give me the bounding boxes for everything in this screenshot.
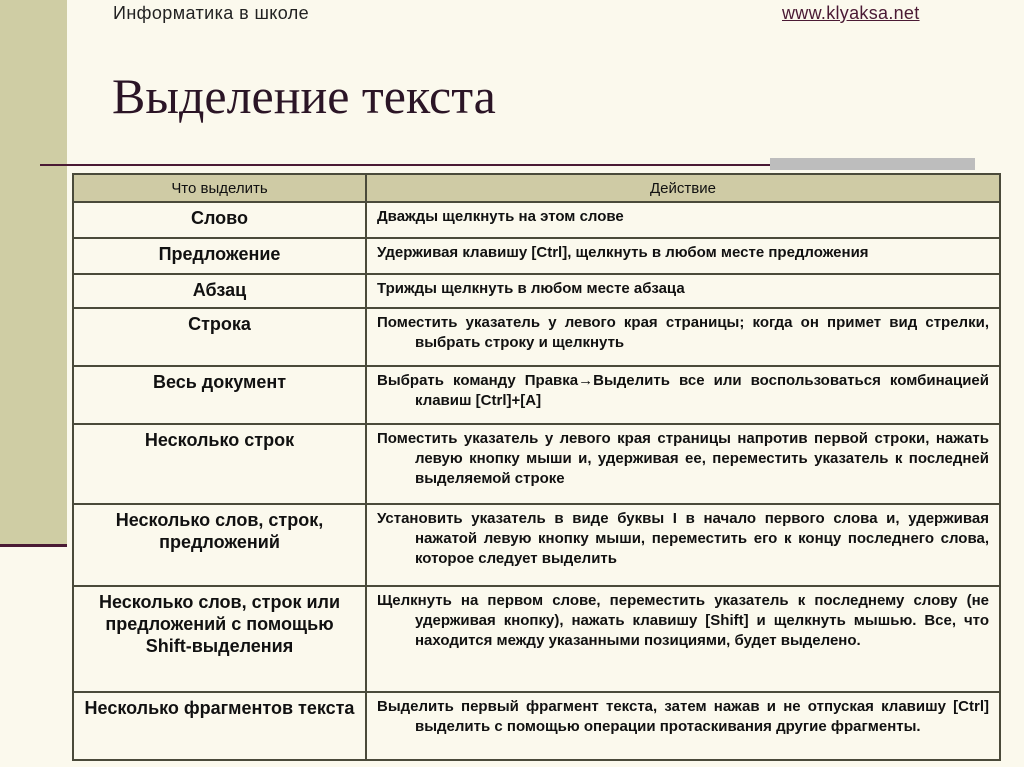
table-row xyxy=(73,586,1000,692)
row-what-cell: Слово xyxy=(73,202,366,238)
row-action-cell: Дважды щелкнуть на этом слове xyxy=(366,202,1000,238)
site-name: Информатика в школе xyxy=(113,3,310,23)
side-decoration-rule xyxy=(0,544,67,547)
site-url-link[interactable]: www.klyaksa.net xyxy=(782,3,920,23)
row-what-cell: Несколько слов, строк или предложений с помощью Shift-выделения xyxy=(73,586,366,692)
row-action-cell: Установить указатель в виде буквы I в начало первого слова и, удерживая нажатой левую кнопку мыши, переместить его к концу последнего слова, которое следует выделить xyxy=(366,504,1000,586)
row-what-cell: Абзац xyxy=(73,274,366,308)
table-row xyxy=(73,274,1000,308)
column-header-what: Что выделить xyxy=(73,174,366,202)
side-decoration-bar xyxy=(0,0,67,545)
row-action-cell: Выделить первый фрагмент текста, затем нажав и не отпуская клавишу [Ctrl] выделить с помощью операции протаскивания другие фрагменты. xyxy=(366,692,1000,760)
table-row xyxy=(73,366,1000,424)
table-row xyxy=(73,692,1000,760)
table-header-row xyxy=(73,174,1000,202)
row-action-cell: Поместить указатель у левого края страницы напротив первой строки, нажать левую кнопку мыши и, удерживая ее, переместить указатель к последней выделяемой строке xyxy=(366,424,1000,504)
row-what-cell: Весь документ xyxy=(73,366,366,424)
selection-table xyxy=(72,173,1001,761)
row-what-cell: Строка xyxy=(73,308,366,366)
divider-accent-bar xyxy=(770,158,975,170)
row-action-cell: Выбрать команду Правка→Выделить все или воспользоваться комбинацией клавиш [Ctrl]+[A] xyxy=(366,366,1000,424)
row-action-cell: Трижды щелкнуть в любом месте абзаца xyxy=(366,274,1000,308)
row-action-cell: Поместить указатель у левого края страницы; когда он примет вид стрелки, выбрать строку и щелкнуть xyxy=(366,308,1000,366)
row-what-cell: Предложение xyxy=(73,238,366,274)
row-what-cell: Несколько фрагментов текста xyxy=(73,692,366,760)
row-action-cell: Щелкнуть на первом слове, переместить указатель к последнему слову (не удерживая кнопку), нажать клавишу [Shift] и щелкнуть мышью. Все, что находится между указанными позициями, будет выделено. xyxy=(366,586,1000,692)
table-row xyxy=(73,202,1000,238)
table-row xyxy=(73,308,1000,366)
table-row xyxy=(73,424,1000,504)
column-header-action: Действие xyxy=(366,174,1000,202)
page-title: Выделение текста xyxy=(112,68,496,124)
table-row xyxy=(73,504,1000,586)
table-row xyxy=(73,238,1000,274)
row-action-cell: Удерживая клавишу [Ctrl], щелкнуть в любом месте предложения xyxy=(366,238,1000,274)
row-what-cell: Несколько слов, строк, предложений xyxy=(73,504,366,586)
row-what-cell: Несколько строк xyxy=(73,424,366,504)
